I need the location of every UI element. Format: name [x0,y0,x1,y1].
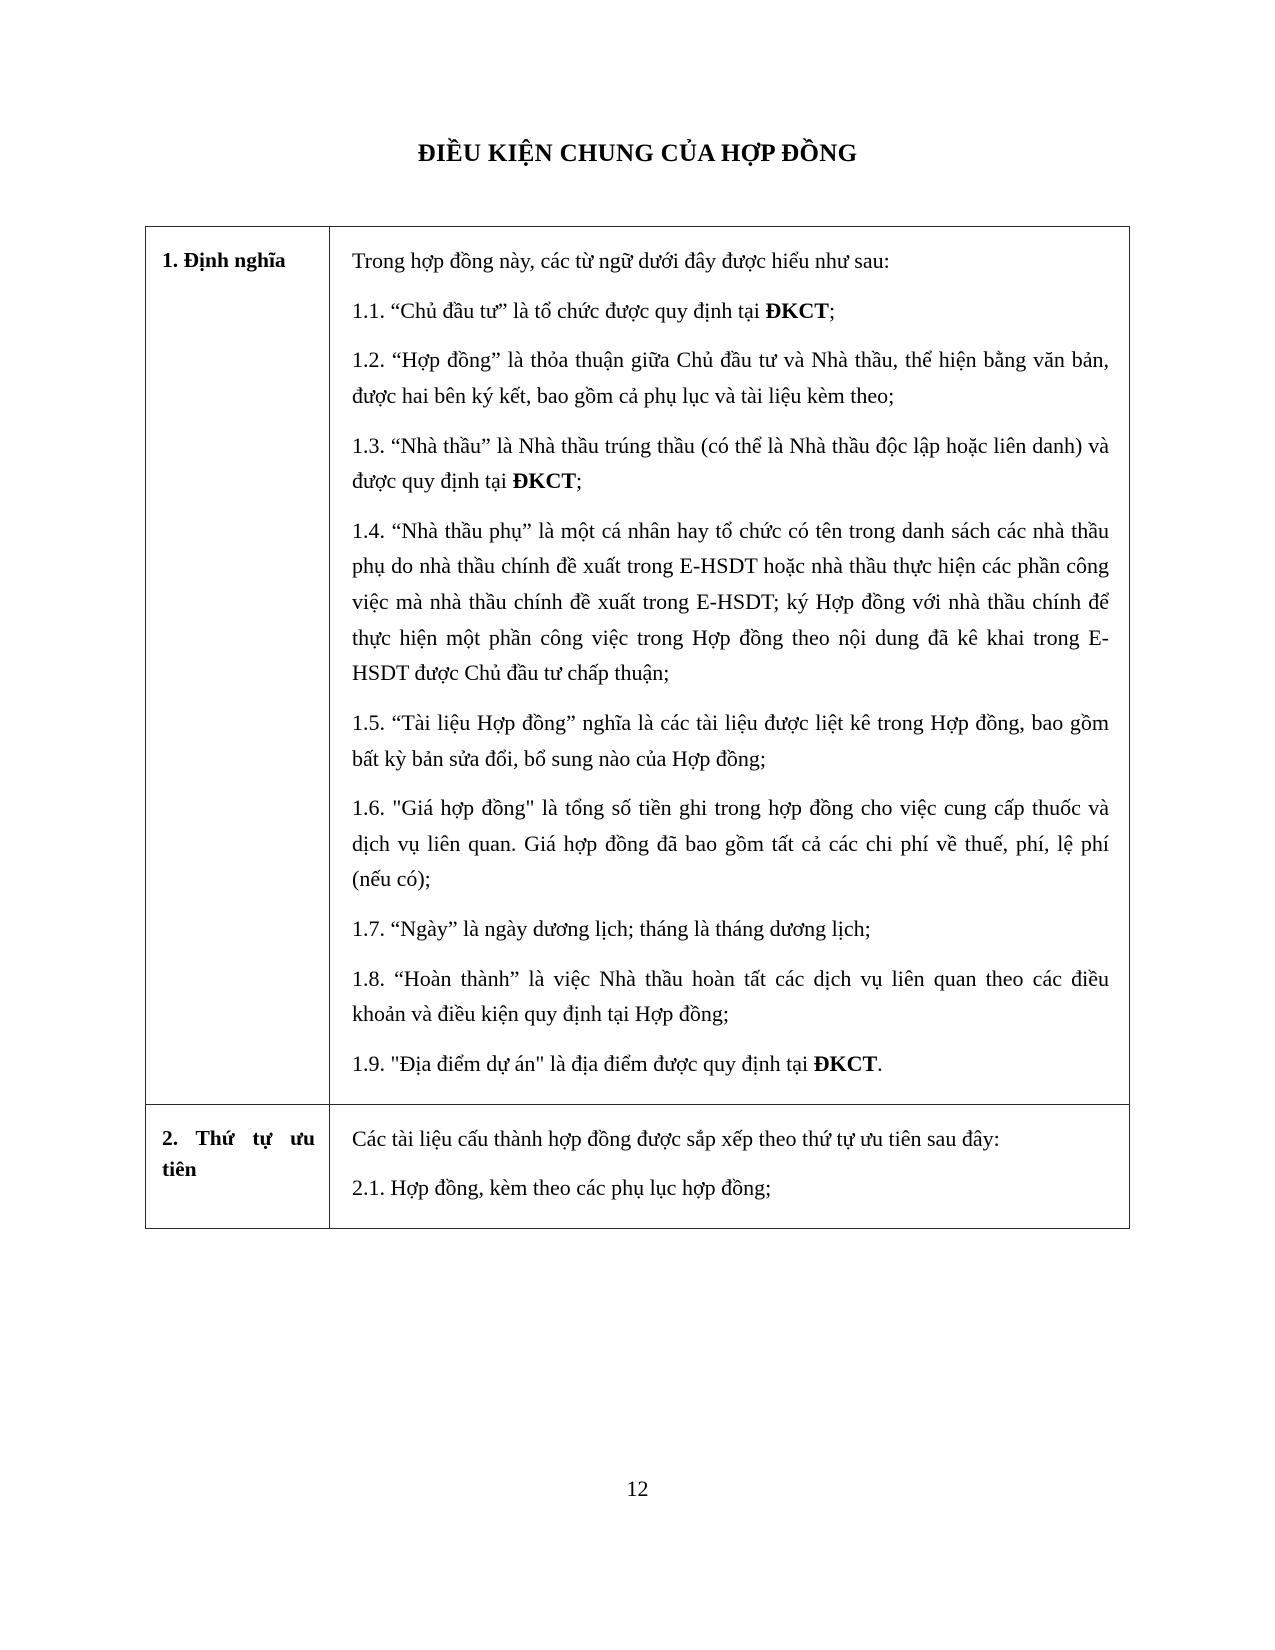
paragraph-suffix: . [877,1050,883,1076]
clause-body-cell [330,1104,1130,1228]
paragraph-prefix: 1.9. "Địa điểm dự án" là địa điểm được quy định tại [352,1050,814,1076]
clause-paragraph: 1.2. “Hợp đồng” là thỏa thuận giữa Chủ đầu tư và Nhà thầu, thể hiện bằng văn bản, được hai bên ký kết, bao gồm cả phụ lục và tài liệu kèm theo; [352,347,1109,408]
clause-paragraph: Trong hợp đồng này, các từ ngữ dưới đây được hiểu như sau: [352,248,890,273]
paragraph-emphasis: ĐKCT [512,468,576,494]
paragraph-prefix: 1.1. “Chủ đầu tư” là tổ chức được quy định tại [352,297,766,323]
clause-paragraph: 1.4. “Nhà thầu phụ” là một cá nhân hay tổ chức có tên trong danh sách các nhà thầu phụ do nhà thầu chính đề xuất trong E-HSDT hoặc nhà thầu thực hiện các phần công việc mà nhà thầu chính đề xuất trong E-HSDT; ký Hợp đồng với nhà thầu chính để thực hiện một phần công việc trong Hợp đồng theo nội dung đã kê khai trong E-HSDT được Chủ đầu tư chấp thuận; [352,517,1109,686]
paragraph-emphasis: ĐKCT [813,1050,878,1076]
table-row [146,1104,1130,1228]
paragraph-emphasis: ĐKCT [765,297,829,323]
page-title: ĐIỀU KIỆN CHUNG CỦA HỢP ĐỒNG [417,140,858,167]
clause-body [330,1105,1129,1228]
table-row [146,227,1130,1105]
clause-paragraph: 1.8. “Hoàn thành” là việc Nhà thầu hoàn tất các dịch vụ liên quan theo các điều khoản và điều kiện quy định tại Hợp đồng; [352,965,1109,1027]
clause-paragraph [352,293,1109,329]
clause-body [330,227,1129,1104]
paragraph-prefix: 1.3. “Nhà thầu” là Nhà thầu trúng thầu (có thể là Nhà thầu độc lập hoặc liên danh) và được quy định tại [352,432,1109,494]
clause-paragraph [352,1046,1109,1082]
clause-label: 1. Định nghĩa [162,248,286,272]
clause-label: 2. Thứ tự ưu tiên [162,1125,315,1181]
clause-paragraph: 1.6. "Giá hợp đồng" là tổng số tiền ghi trong hợp đồng cho việc cung cấp thuốc và dịch vụ liên quan. Giá hợp đồng đã bao gồm tất cả các chi phí về thuế, phí, lệ phí (nếu có); [352,795,1109,892]
clause-label-cell [146,1104,330,1228]
paragraph-suffix: ; [828,297,836,323]
contract-conditions-table [145,226,1130,1229]
clause-paragraph: 2.1. Hợp đồng, kèm theo các phụ lục hợp đồng; [352,1175,772,1201]
clause-paragraph [352,428,1109,499]
clause-label-cell [146,227,330,1105]
clause-paragraph: 1.7. “Ngày” là ngày dương lịch; tháng là tháng dương lịch; [352,916,871,941]
clause-paragraph: 1.5. “Tài liệu Hợp đồng” nghĩa là các tài liệu được liệt kê trong Hợp đồng, bao gồm bất kỳ bản sửa đổi, bổ sung nào của Hợp đồng; [352,709,1109,771]
clause-body-cell [330,227,1130,1105]
page-number: 12 [626,1476,649,1501]
clause-paragraph: Các tài liệu cấu thành hợp đồng được sắp xếp theo thứ tự ưu tiên sau đây: [352,1125,1000,1151]
paragraph-suffix: ; [576,468,583,494]
